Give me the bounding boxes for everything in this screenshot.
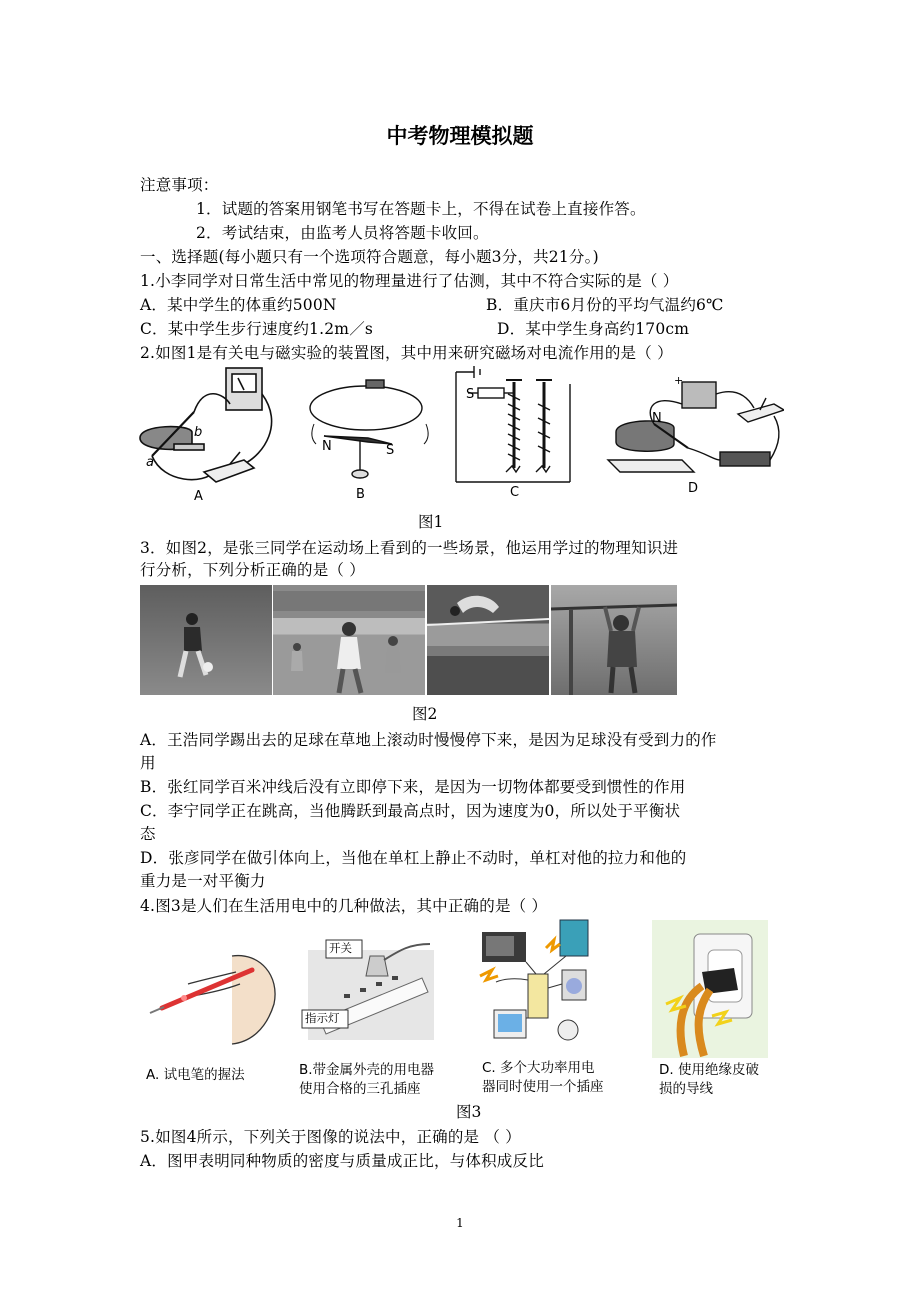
q3-option-c-line-1: C．李宁同学正在跳高，当他腾跃到最高点时，因为速度为0，所以处于平衡状: [140, 802, 681, 820]
figure-1-d-label-n: N: [652, 411, 662, 426]
figure-3-label-c-line-2: 器同时使用一个插座: [482, 1079, 604, 1095]
figure-3-power-strip: [300, 920, 436, 1058]
q3-option-d-line-2: 重力是一对平衡力: [140, 872, 266, 890]
q3-option-b: B．张红同学百米冲线后没有立即停下来，是因为一切物体都要受到惯性的作用: [140, 778, 686, 796]
section-heading: 一、选择题(每小题只有一个选项符合题意，每小题3分，共21分。): [140, 248, 599, 266]
q1-option-b: B．重庆市6月份的平均气温约6℃: [486, 296, 724, 314]
figure-3-callout-switch: 开关: [329, 941, 352, 955]
figure-1-b: [310, 380, 428, 478]
figure-1-label-d: D: [688, 481, 699, 496]
q3-option-a-line-2: 用: [140, 754, 156, 772]
photo-high-jump: [427, 585, 549, 695]
svg-text:+: +: [674, 374, 684, 387]
figure-1-caption: 图1: [418, 513, 444, 531]
notice-item-1: 1．试题的答案用钢笔书写在答题卡上，不得在试卷上直接作答。: [196, 200, 646, 218]
figure-1-b-label-n: N: [322, 439, 332, 454]
q2-stem: 2.如图1是有关电与磁实验的装置图，其中用来研究磁场对电流作用的是（ ）: [140, 344, 673, 362]
notice-heading: 注意事项：: [140, 176, 219, 194]
figure-3-label-a: A. 试电笔的握法: [146, 1067, 245, 1083]
page-title: 中考物理模拟题: [386, 124, 534, 148]
figure-1-b-label-s: S: [386, 443, 395, 458]
q5-option-a: A．图甲表明同种物质的密度与质量成正比，与体积成反比: [140, 1152, 544, 1170]
q3-option-a-line-1: A．王浩同学踢出去的足球在草地上滚动时慢慢停下来，是因为足球没有受到力的作: [140, 731, 717, 749]
q1-option-c: C．某中学生步行速度约1.2m／s: [140, 320, 374, 338]
q1-stem: 1.小李同学对日常生活中常见的物理量进行了估测，其中不符合实际的是（ ）: [140, 272, 679, 290]
figure-3-label-b-line-2: 使用合格的三孔插座: [299, 1081, 421, 1097]
notice-item-2: 2．考试结束，由监考人员将答题卡收回。: [196, 224, 489, 242]
q3-option-c-line-2: 态: [140, 825, 156, 843]
figure-1-a-label-a: a: [146, 455, 154, 470]
figure-1-label-a: A: [194, 489, 203, 504]
photo-football: [140, 585, 272, 695]
figure-1-d: [608, 374, 784, 472]
figure-1-apparatus: [134, 364, 784, 506]
figure-1-label-b: B: [356, 487, 365, 502]
figure-2-caption: 图2: [412, 705, 438, 723]
q3-stem-line-1: 3．如图2，是张三同学在运动场上看到的一些场景，他运用学过的物理知识进: [140, 539, 679, 557]
page-number: 1: [456, 1216, 464, 1230]
photo-pull-up: [551, 585, 677, 695]
figure-1-c-label-s: S: [466, 387, 475, 402]
figure-3-callout-indicator: 指示灯: [305, 1011, 340, 1025]
figure-3-label-b-line-1: B.带金属外壳的用电器: [299, 1062, 435, 1078]
q4-stem: 4.图3是人们在生活用电中的几种做法，其中正确的是（ ）: [140, 897, 548, 915]
q3-stem-line-2: 行分析，下列分析正确的是（ ）: [140, 561, 365, 579]
figure-1-a-label-b: b: [194, 425, 203, 440]
photo-running: [273, 585, 425, 695]
figure-3-caption: 图3: [456, 1103, 482, 1121]
figure-3-label-c-line-1: C. 多个大功率用电: [482, 1060, 595, 1076]
figure-3-damaged-wire: [652, 920, 768, 1058]
figure-3-label-d-line-2: 损的导线: [659, 1081, 713, 1097]
figure-3-label-d-line-1: D. 使用绝缘皮破: [659, 1062, 759, 1078]
figure-1-a: [140, 368, 272, 482]
figure-3-test-pen: [140, 918, 290, 1058]
figure-1-c: [456, 366, 570, 482]
figure-1-label-c: C: [510, 485, 520, 500]
figure-3-overloaded-socket: [476, 918, 596, 1058]
q1-option-d: D．某中学生身高约170cm: [497, 320, 690, 338]
q1-option-a: A．某中学生的体重约500N: [140, 296, 337, 314]
q5-stem: 5.如图4所示，下列关于图像的说法中，正确的是 （ ）: [140, 1128, 521, 1146]
q3-option-d-line-1: D．张彦同学在做引体向上，当他在单杠上静止不动时，单杠对他的拉力和他的: [140, 849, 687, 867]
